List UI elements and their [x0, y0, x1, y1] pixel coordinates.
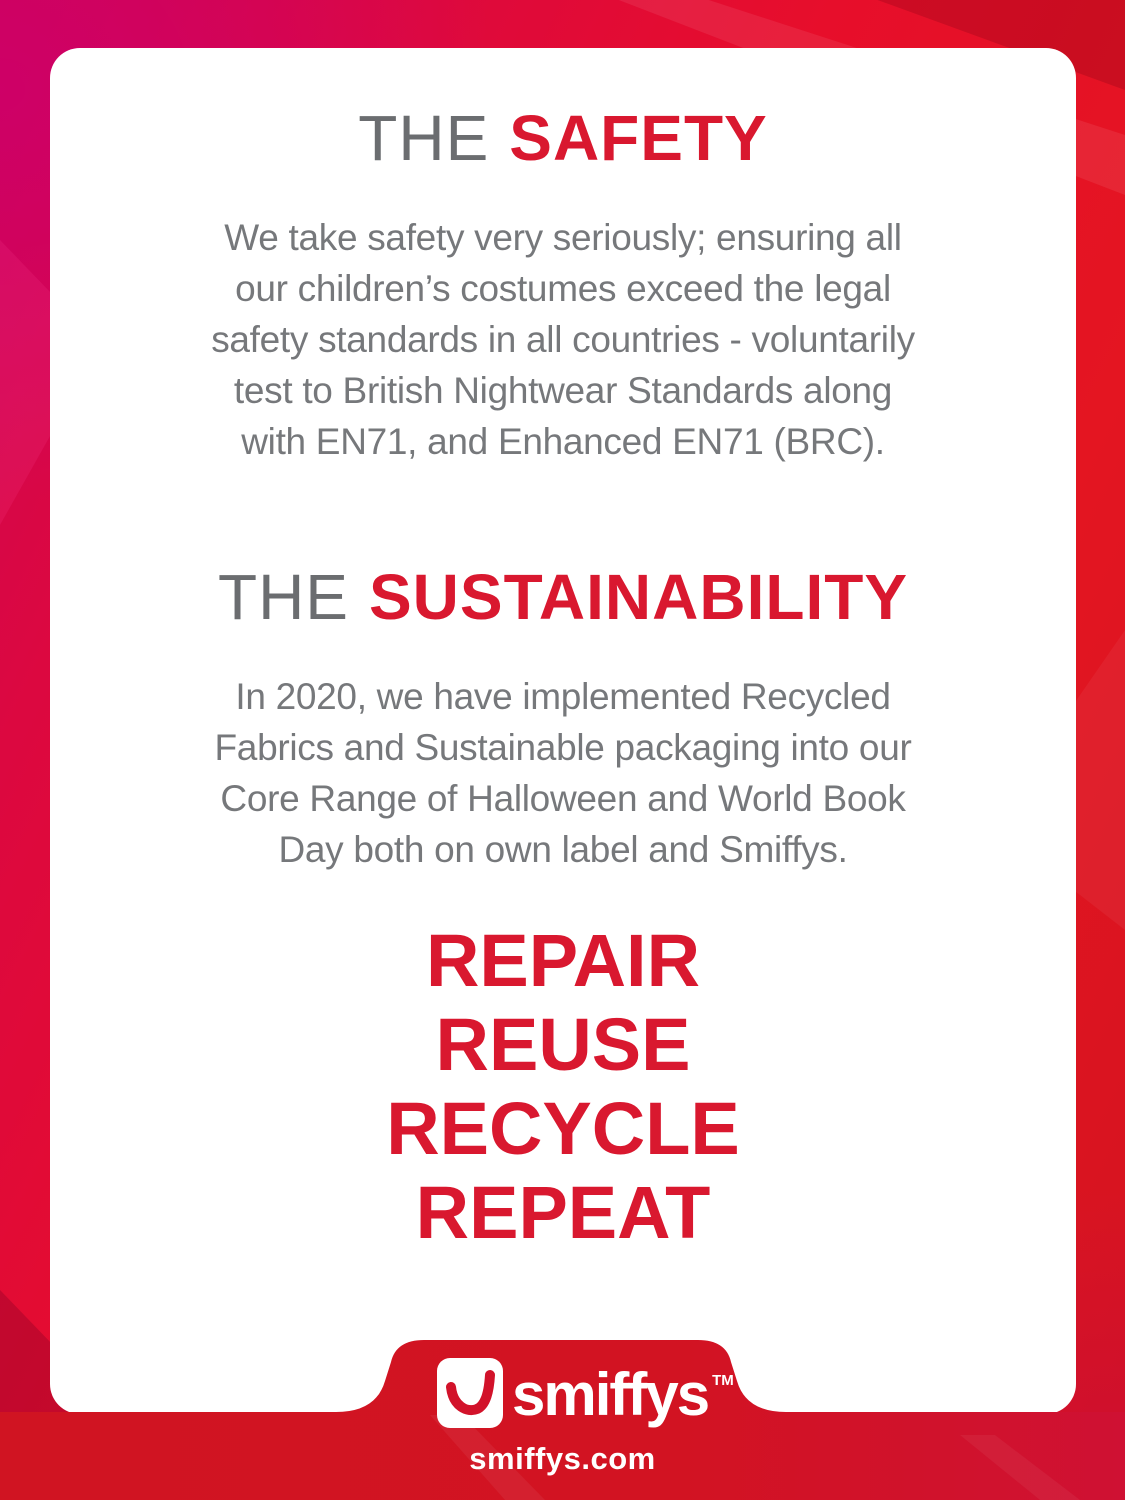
sustainability-paragraph-line: Core Range of Halloween and World Book: [220, 778, 906, 819]
sustainability-paragraph-line: Day both on own label and Smiffys.: [278, 829, 848, 870]
info-card: [50, 48, 1076, 1414]
safety-paragraph-line: our children’s costumes exceed the legal: [235, 268, 891, 309]
slogan-line: REPAIR: [425, 919, 701, 1002]
slogan-line: RECYCLE: [386, 1087, 740, 1170]
safety-paragraph-line: safety standards in all countries - voluntarily: [211, 319, 915, 360]
sustainability-paragraph-line: In 2020, we have implemented Recycled: [235, 676, 891, 717]
trademark-symbol: TM: [712, 1372, 734, 1389]
sustainability-paragraph: [50, 671, 1076, 875]
smiffys-wordmark-text: smiffys: [512, 1361, 709, 1428]
safety-heading: [50, 100, 1076, 176]
safety-paragraph: [50, 212, 1076, 467]
safety-heading-prefix: THE: [358, 102, 490, 174]
smiffys-logo-square: [437, 1358, 503, 1428]
footer: [0, 1315, 1125, 1500]
sustainability-heading-title: SUSTAINABILITY: [368, 561, 909, 633]
sustainability-heading: [50, 559, 1076, 635]
sustainability-heading-prefix: THE: [217, 561, 349, 633]
safety-paragraph-line: We take safety very seriously; ensuring all: [224, 217, 902, 258]
safety-paragraph-line: test to British Nightwear Standards along: [233, 370, 893, 411]
safety-paragraph-line: with EN71, and Enhanced EN71 (BRC).: [241, 421, 885, 462]
safety-heading-title: SAFETY: [509, 102, 768, 174]
slogan-block: [50, 919, 1076, 1255]
smiffys-smile-icon: [437, 1358, 503, 1428]
website-url: smiffys.com: [469, 1441, 656, 1476]
slogan-line: REPEAT: [415, 1171, 711, 1254]
smiffys-wordmark: [512, 1359, 734, 1447]
slogan-line: REUSE: [435, 1003, 691, 1086]
sustainability-paragraph-line: Fabrics and Sustainable packaging into our: [214, 727, 912, 768]
